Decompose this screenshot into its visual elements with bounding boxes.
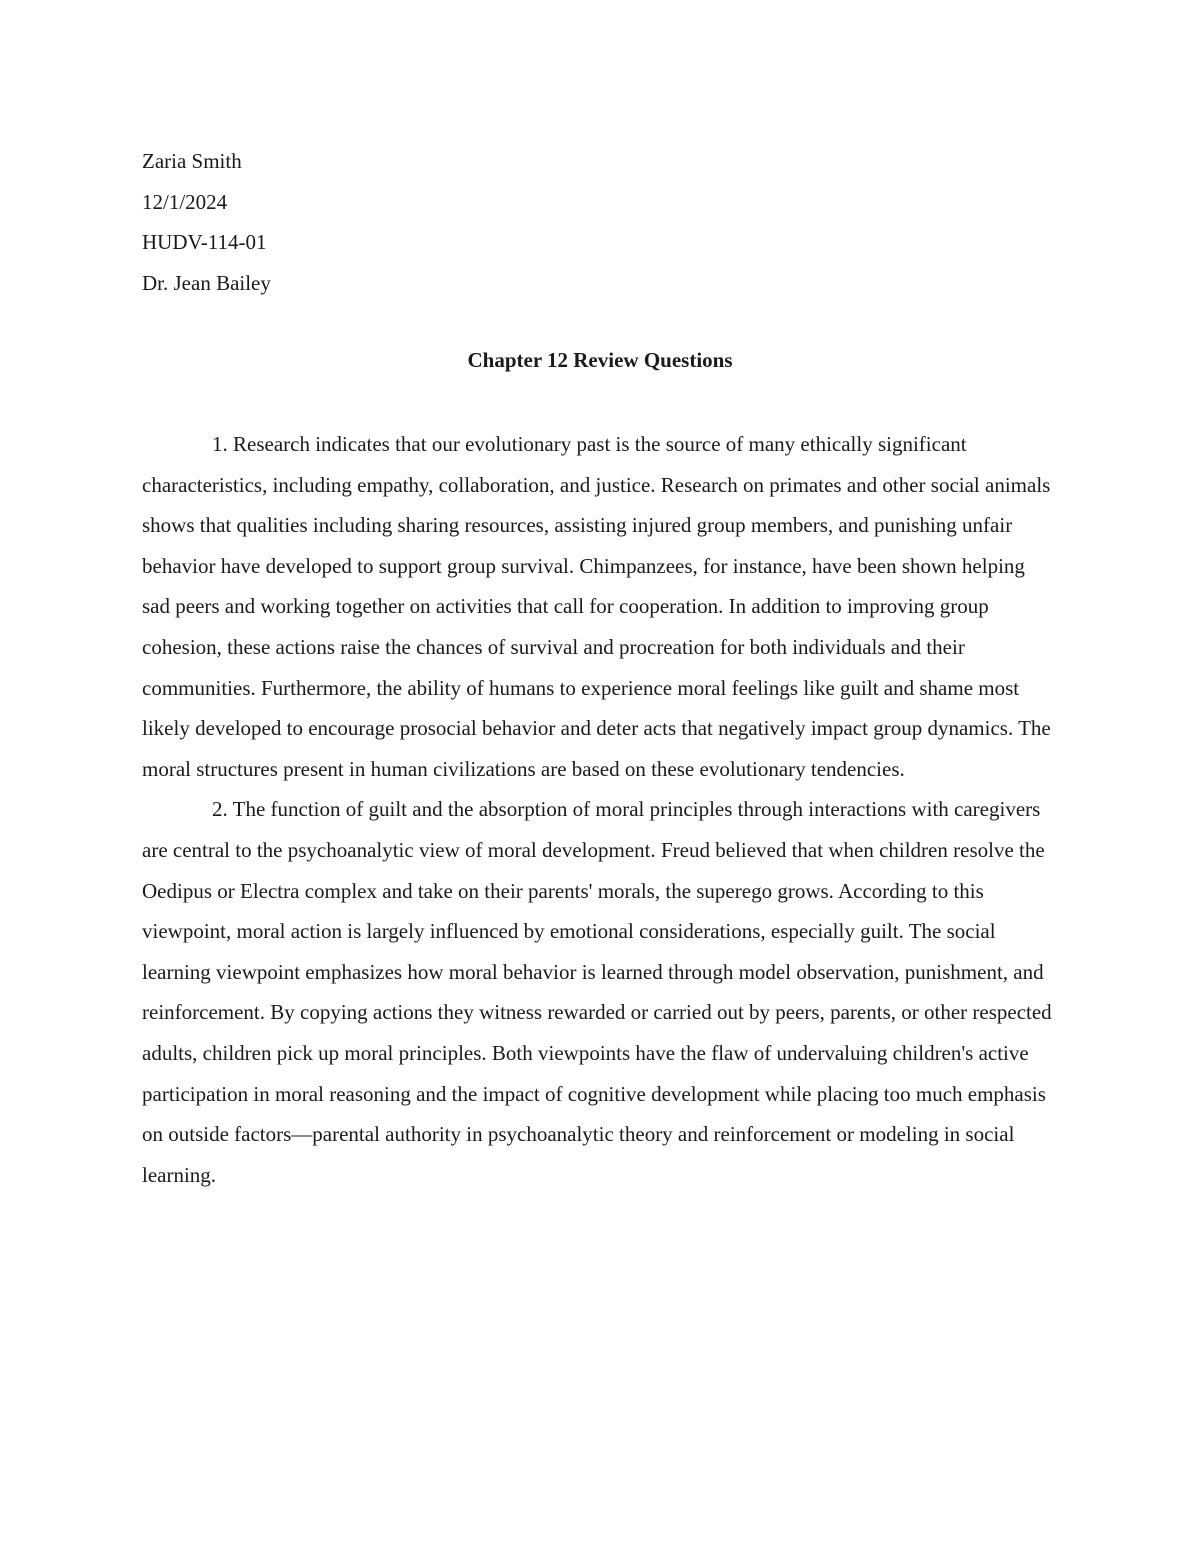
document-title: Chapter 12 Review Questions <box>467 348 733 372</box>
answer-paragraph-2: 2. The function of guilt and the absorption of moral principles through interactions with caregivers are central to the psychoanalytic view of moral development. Freud believed that when children resolve the Oedipus or Electra complex and take on their parents' morals, the superego grows. According to this viewpoint, moral action is largely influenced by emotional considerations, especially guilt. The social learning viewpoint emphasizes how moral behavior is learned through model observation, punishment, and reinforcement. By copying actions they witness rewarded or carried out by peers, parents, or other respected adults, children pick up moral principles. Both viewpoints have the flaw of undervaluing children's active participation in moral reasoning and the impact of cognitive development while placing too much emphasis on outside factors—parental authority in psychoanalytic theory and reinforcement or modeling in social learning. <box>142 797 1052 1187</box>
instructor-name: Dr. Jean Bailey <box>142 270 271 295</box>
student-name: Zaria Smith <box>142 149 242 173</box>
heading-block <box>142 141 1042 303</box>
answer-paragraph-1: 1. Research indicates that our evolutionary past is the source of many ethically significant characteristics, including empathy, collaboration, and justice. Research on primates and other social animals shows that qualities including sharing resources, assisting injured group members, and punishing unfair behavior have developed to support group survival. Chimpanzees, for instance, have been shown helping sad peers and working together on activities that call for cooperation. In addition to improving group cohesion, these actions raise the chances of survival and procreation for both individuals and their communities. Furthermore, the ability of humans to experience moral feelings like guilt and shame most likely developed to encourage prosocial behavior and deter acts that negatively impact group dynamics. The moral structures present in human civilizations are based on these evolutionary tendencies. <box>142 432 1051 781</box>
document-body <box>142 424 1058 1195</box>
document-date: 12/1/2024 <box>142 189 228 214</box>
course-code: HUDV-114-01 <box>142 230 267 255</box>
